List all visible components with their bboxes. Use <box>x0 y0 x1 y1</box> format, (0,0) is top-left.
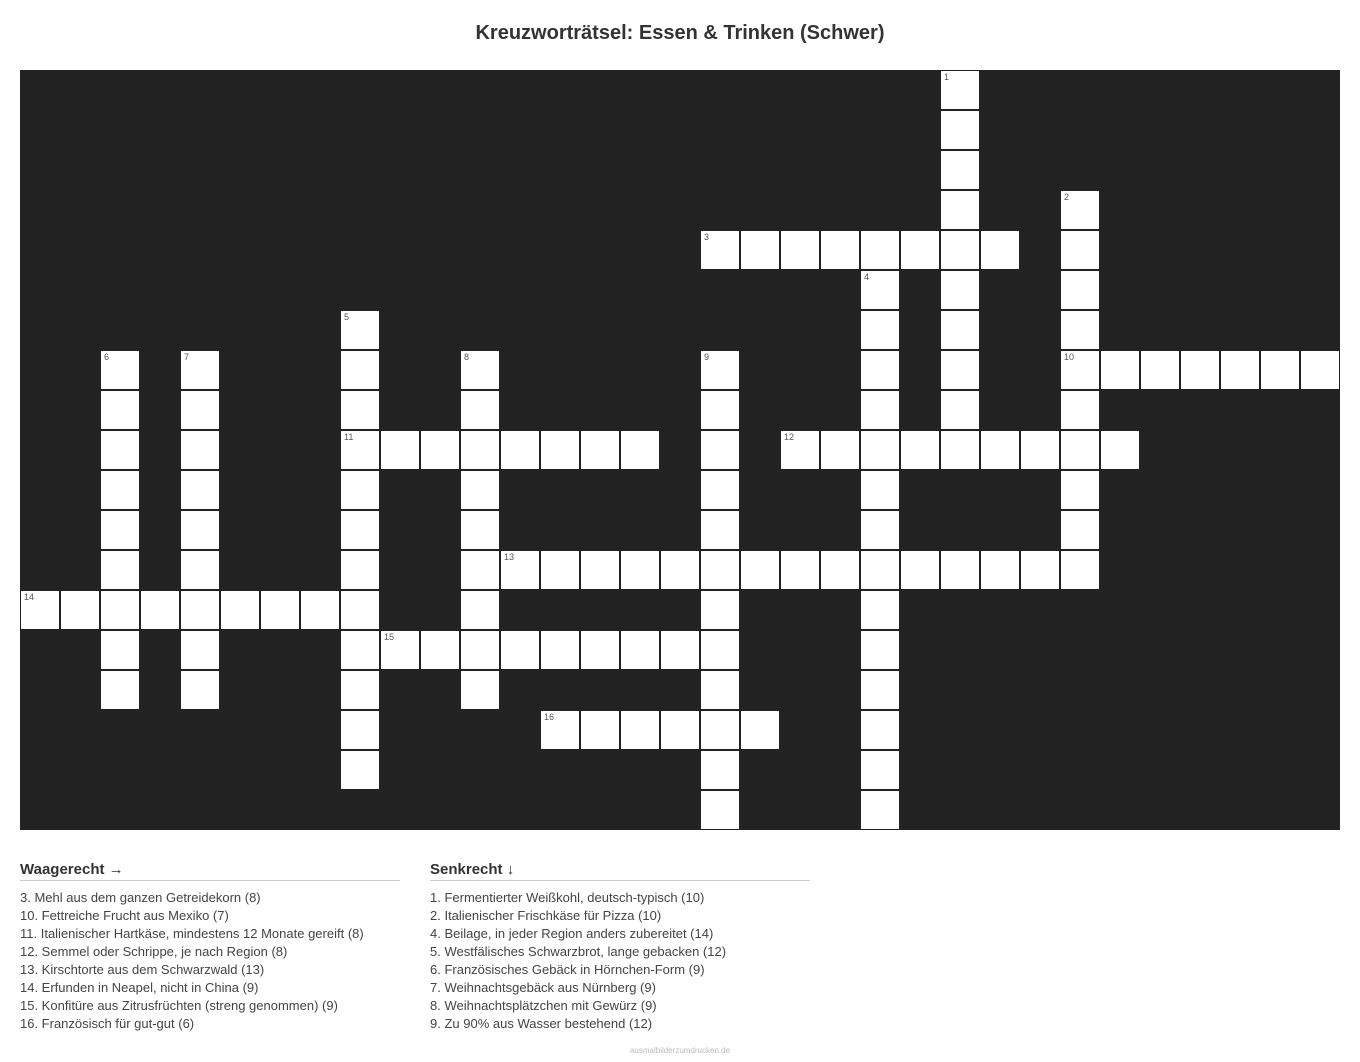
grid-cell[interactable] <box>820 430 860 470</box>
cell-number: 15 <box>384 632 395 642</box>
grid-cell[interactable] <box>460 390 500 430</box>
grid-cell[interactable] <box>540 630 580 670</box>
clues-down-section <box>430 860 810 1033</box>
grid-cell[interactable] <box>1060 190 1100 230</box>
clue-down-item: 4. Beilage, in jeder Region anders zubereitet (14) <box>430 926 714 941</box>
grid-cell[interactable] <box>380 630 420 670</box>
grid-cell[interactable] <box>620 630 660 670</box>
grid-cell[interactable] <box>1020 550 1060 590</box>
grid-cell[interactable] <box>820 550 860 590</box>
grid-cell[interactable] <box>340 470 380 510</box>
clues-across-list <box>20 889 400 1033</box>
grid-cell[interactable] <box>860 230 900 270</box>
grid-cell[interactable] <box>460 550 500 590</box>
grid-cell[interactable] <box>100 470 140 510</box>
grid-cell[interactable] <box>340 590 380 630</box>
grid-cell[interactable] <box>1180 350 1220 390</box>
grid-cell[interactable] <box>180 390 220 430</box>
grid-cell[interactable] <box>980 230 1020 270</box>
grid-cell[interactable] <box>700 630 740 670</box>
grid-cell[interactable] <box>980 430 1020 470</box>
grid-cell[interactable] <box>860 550 900 590</box>
grid-cell[interactable] <box>100 550 140 590</box>
grid-cell[interactable] <box>180 510 220 550</box>
grid-cell[interactable] <box>580 630 620 670</box>
grid-cell[interactable] <box>460 350 500 390</box>
grid-cell[interactable] <box>940 190 980 230</box>
grid-cell[interactable] <box>940 430 980 470</box>
grid-cell[interactable] <box>940 70 980 110</box>
cell-number: 10 <box>1064 352 1075 362</box>
grid-cell[interactable] <box>1060 230 1100 270</box>
cell-number: 14 <box>24 592 35 602</box>
grid-cell[interactable] <box>860 510 900 550</box>
cell-number: 13 <box>504 552 515 562</box>
clue-across-item: 16. Französisch für gut-gut (6) <box>20 1016 195 1031</box>
grid-cell[interactable] <box>1060 430 1100 470</box>
grid-cell[interactable] <box>940 150 980 190</box>
grid-cell[interactable] <box>860 270 900 310</box>
grid-cell[interactable] <box>580 710 620 750</box>
grid-cell[interactable] <box>460 470 500 510</box>
grid-cell[interactable] <box>780 550 820 590</box>
grid-cell[interactable] <box>620 710 660 750</box>
grid-cell[interactable] <box>700 350 740 390</box>
clue-across-item: 11. Italienischer Hartkäse, mindestens 12 Monate gereift (8) <box>20 926 364 941</box>
grid-cell[interactable] <box>900 550 940 590</box>
grid-cell[interactable] <box>300 590 340 630</box>
grid-cell[interactable] <box>700 470 740 510</box>
grid-cell[interactable] <box>860 790 900 830</box>
grid-cell[interactable] <box>700 230 740 270</box>
cell-number: 6 <box>104 352 110 362</box>
clue-down-item: 8. Weihnachtsplätzchen mit Gewürz (9) <box>430 998 657 1013</box>
grid-cell[interactable] <box>660 710 700 750</box>
cell-number: 4 <box>864 272 870 282</box>
cell-number: 3 <box>704 232 710 242</box>
clue-down-item: 7. Weihnachtsgebäck aus Nürnberg (9) <box>430 980 656 995</box>
grid-cell[interactable] <box>100 350 140 390</box>
cell-number: 1 <box>944 72 950 82</box>
grid-cell[interactable] <box>860 630 900 670</box>
puzzle-title: Kreuzworträtsel: Essen & Trinken (Schwer) <box>475 22 885 44</box>
grid-cell[interactable] <box>420 630 460 670</box>
grid-cell[interactable] <box>220 590 260 630</box>
grid-cell[interactable] <box>1300 350 1340 390</box>
clues-across-section <box>20 860 400 1033</box>
grid-cell[interactable] <box>1020 430 1060 470</box>
grid-cell[interactable] <box>860 390 900 430</box>
grid-cell[interactable] <box>1260 350 1300 390</box>
grid-cell[interactable] <box>500 630 540 670</box>
grid-cell[interactable] <box>340 430 380 470</box>
grid-cell[interactable] <box>740 710 780 750</box>
grid-cell[interactable] <box>340 350 380 390</box>
grid-cell[interactable] <box>940 270 980 310</box>
grid-cell[interactable] <box>700 390 740 430</box>
grid-cell[interactable] <box>940 110 980 150</box>
grid-cell[interactable] <box>460 590 500 630</box>
grid-cell[interactable] <box>700 710 740 750</box>
grid-cell[interactable] <box>460 670 500 710</box>
grid-cell[interactable] <box>100 630 140 670</box>
grid-cell[interactable] <box>1060 550 1100 590</box>
grid-cell[interactable] <box>940 390 980 430</box>
clue-across-item: 12. Semmel oder Schrippe, je nach Region (8) <box>20 944 288 959</box>
grid-cell[interactable] <box>700 750 740 790</box>
clue-down-item: 1. Fermentierter Weißkohl, deutsch-typisch (10) <box>430 890 705 905</box>
grid-cell[interactable] <box>460 630 500 670</box>
grid-cell[interactable] <box>700 790 740 830</box>
grid-cell[interactable] <box>700 670 740 710</box>
grid-cell[interactable] <box>860 590 900 630</box>
grid-cell[interactable] <box>700 550 740 590</box>
grid-cell[interactable] <box>60 590 100 630</box>
grid-cell[interactable] <box>620 430 660 470</box>
grid-cell[interactable] <box>340 710 380 750</box>
clue-across-item: 10. Fettreiche Frucht aus Mexiko (7) <box>20 908 229 923</box>
grid-cell[interactable] <box>180 470 220 510</box>
grid-cell[interactable] <box>820 230 860 270</box>
grid-cell[interactable] <box>780 430 820 470</box>
grid-cell[interactable] <box>900 230 940 270</box>
clues-across-heading: Waagerecht → <box>20 860 400 881</box>
grid-cell[interactable] <box>100 430 140 470</box>
grid-cell[interactable] <box>1060 470 1100 510</box>
grid-cell[interactable] <box>340 510 380 550</box>
grid-cell[interactable] <box>700 590 740 630</box>
grid-cell[interactable] <box>380 430 420 470</box>
clue-down-item: 6. Französisches Gebäck in Hörnchen-Form (9) <box>430 962 705 977</box>
grid-cell[interactable] <box>1220 350 1260 390</box>
grid-cell[interactable] <box>980 550 1020 590</box>
cell-number: 16 <box>544 712 555 722</box>
grid-cell[interactable] <box>860 470 900 510</box>
grid-cell[interactable] <box>180 430 220 470</box>
clue-down-item: 2. Italienischer Frischkäse für Pizza (10) <box>430 908 662 923</box>
grid-cell[interactable] <box>940 310 980 350</box>
grid-cell[interactable] <box>860 430 900 470</box>
clue-across-item: 3. Mehl aus dem ganzen Getreidekorn (8) <box>20 890 261 905</box>
cell-number: 2 <box>1064 192 1070 202</box>
grid-cell[interactable] <box>420 430 460 470</box>
grid-cell[interactable] <box>340 750 380 790</box>
grid-cell[interactable] <box>1060 270 1100 310</box>
grid-cell[interactable] <box>1060 310 1100 350</box>
grid-cell[interactable] <box>1060 510 1100 550</box>
grid-cell[interactable] <box>900 430 940 470</box>
grid-cell[interactable] <box>1060 390 1100 430</box>
grid-cell[interactable] <box>860 670 900 710</box>
grid-cell[interactable] <box>100 670 140 710</box>
grid-cell[interactable] <box>460 430 500 470</box>
clue-down-item: 9. Zu 90% aus Wasser bestehend (12) <box>430 1016 653 1031</box>
clues-down-heading: Senkrecht ↓ <box>430 860 810 881</box>
grid-cell[interactable] <box>940 350 980 390</box>
cell-number: 11 <box>344 432 354 442</box>
grid-cell[interactable] <box>580 550 620 590</box>
grid-cell[interactable] <box>180 550 220 590</box>
clue-across-item: 14. Erfunden in Neapel, nicht in China (9) <box>20 980 259 995</box>
grid-cell[interactable] <box>940 550 980 590</box>
grid-cell[interactable] <box>180 630 220 670</box>
grid-cell[interactable] <box>700 430 740 470</box>
cell-number: 8 <box>464 352 470 362</box>
grid-cell[interactable] <box>180 590 220 630</box>
clue-across-item: 15. Konfitüre aus Zitrusfrüchten (streng genommen) (9) <box>20 998 338 1013</box>
grid-cell[interactable] <box>620 550 660 590</box>
grid-cell[interactable] <box>1100 430 1140 470</box>
grid-cell[interactable] <box>1060 350 1100 390</box>
clue-across-item: 13. Kirschtorte aus dem Schwarzwald (13) <box>20 962 265 977</box>
clues-down-list <box>430 889 810 1033</box>
grid-cell[interactable] <box>860 350 900 390</box>
cell-number: 5 <box>344 312 350 322</box>
grid-cell[interactable] <box>500 550 540 590</box>
grid-cell[interactable] <box>940 230 980 270</box>
grid-cell[interactable] <box>100 390 140 430</box>
grid-cell[interactable] <box>100 510 140 550</box>
grid-cell[interactable] <box>700 510 740 550</box>
grid-cell[interactable] <box>340 390 380 430</box>
grid-cell[interactable] <box>740 550 780 590</box>
grid-cell[interactable] <box>660 550 700 590</box>
footer-credit: ausmalbilderzumdrucken.de <box>629 1046 731 1055</box>
grid-cell[interactable] <box>1100 350 1140 390</box>
grid-cell[interactable] <box>860 750 900 790</box>
grid-cell[interactable] <box>180 670 220 710</box>
grid-cell[interactable] <box>860 310 900 350</box>
cell-number: 12 <box>784 432 795 442</box>
grid-cell[interactable] <box>780 230 820 270</box>
crossword-grid <box>20 70 1340 830</box>
grid-cell[interactable] <box>340 630 380 670</box>
grid-cell[interactable] <box>340 310 380 350</box>
grid-cell[interactable] <box>460 510 500 550</box>
grid-cell[interactable] <box>100 590 140 630</box>
grid-cell[interactable] <box>580 430 620 470</box>
grid-cell[interactable] <box>660 630 700 670</box>
grid-cell[interactable] <box>540 430 580 470</box>
grid-cell[interactable] <box>540 710 580 750</box>
grid-cell[interactable] <box>180 350 220 390</box>
grid-cell[interactable] <box>500 430 540 470</box>
grid-cell[interactable] <box>20 590 60 630</box>
clue-down-item: 5. Westfälisches Schwarzbrot, lange gebacken (12) <box>430 944 727 959</box>
grid-cell[interactable] <box>140 590 180 630</box>
cell-number: 9 <box>704 352 710 362</box>
grid-cell[interactable] <box>260 590 300 630</box>
cell-number: 7 <box>184 352 190 362</box>
grid-cell[interactable] <box>740 230 780 270</box>
grid-cell[interactable] <box>340 670 380 710</box>
grid-cell[interactable] <box>860 710 900 750</box>
grid-cell[interactable] <box>540 550 580 590</box>
grid-cell[interactable] <box>340 550 380 590</box>
grid-cell[interactable] <box>1140 350 1180 390</box>
